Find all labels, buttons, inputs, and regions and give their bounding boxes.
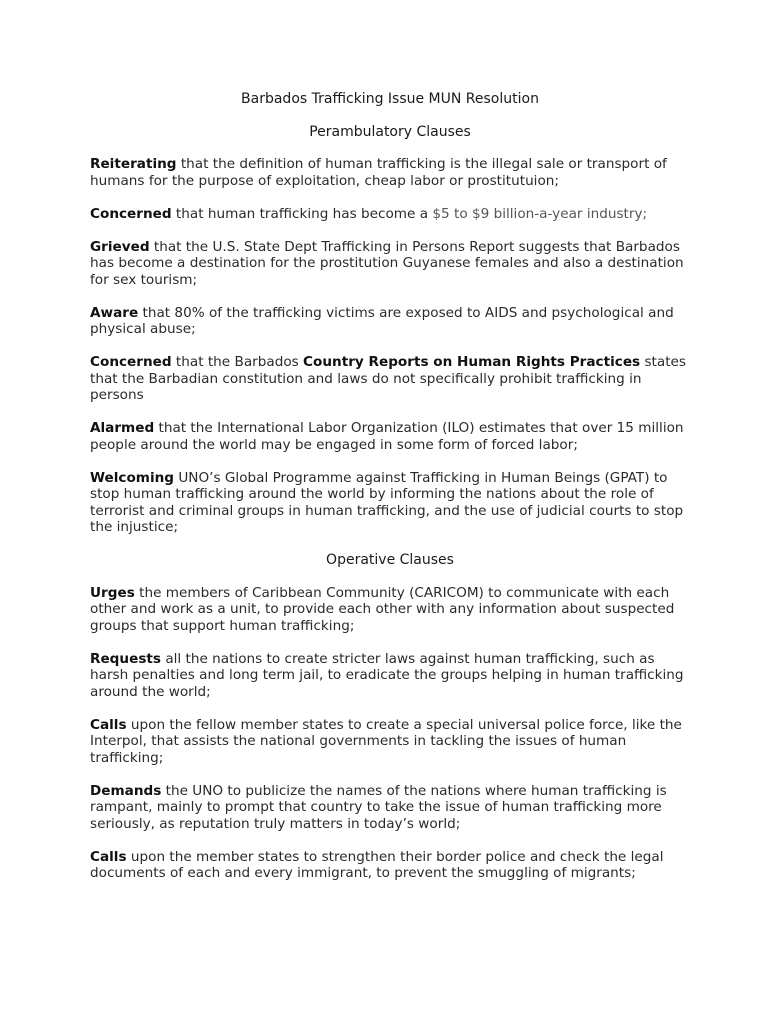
preamble-clause-3 — [90, 239, 690, 289]
operative-clause-4 — [90, 783, 690, 833]
clause-text: the members of Caribbean Community (CARICOM) to communicate with each other and work as a unit, to provide each other with any information about suspected groups that support human trafficking; — [90, 584, 675, 634]
operative-clause-1 — [90, 585, 690, 635]
clause-text: that the definition of human trafficking is the illegal sale or transport of humans for the purpose of exploitation, cheap labor or prostitutuion; — [90, 156, 667, 189]
clause-keyword: Concerned — [90, 205, 172, 222]
preamble-heading: Perambulatory Clauses — [309, 123, 471, 140]
clause-text: UNO’s Global Programme against Trafficking in Human Beings (GPAT) to stop human trafficking around the world by informing the nations about the role of terrorist and criminal groups in human trafficking, and the use of judicial courts to stop the injustice; — [90, 469, 684, 535]
clause-text: upon the member states to strengthen their border police and check the legal documents of each and every immigrant, to prevent the smuggling of migrants; — [90, 848, 664, 881]
clause-keyword: Calls — [90, 716, 127, 733]
document-title: Barbados Trafficking Issue MUN Resolution — [241, 91, 539, 107]
clause-keyword: Aware — [90, 304, 139, 321]
preamble-clause-4 — [90, 305, 690, 338]
document-body — [90, 91, 690, 898]
clause-text: the UNO to publicize the names of the nations where human trafficking is rampant, mainly to prompt that country to take the issue of human trafficking more seriously, as reputation truly matters in today’s world; — [90, 782, 667, 832]
operative-clause-2 — [90, 651, 690, 701]
clause-keyword: Concerned — [90, 354, 172, 370]
clause-keyword: Reiterating — [90, 156, 177, 172]
operative-clause-5 — [90, 849, 690, 882]
operative-clause-3 — [90, 717, 690, 767]
clause-text: that the Barbados — [171, 354, 304, 370]
clause-text: that human trafficking has become a — [171, 205, 433, 222]
clause-text: upon the fellow member states to create a special universal police force, like the Interpol, that assists the national governments in tackling the issues of human trafficking; — [90, 716, 682, 766]
preamble-clause-7 — [90, 470, 690, 536]
operative-heading: Operative Clauses — [326, 552, 454, 568]
preamble-clause-1 — [90, 156, 690, 189]
clause-text: all the nations to create stricter laws against human trafficking, such as harsh penalties and long term jail, to eradicate the groups helping in human trafficking around the world; — [90, 650, 684, 700]
clause-text-after: states that the Barbadian constitution and laws do not specifically prohibit trafficking in persons — [90, 354, 686, 403]
clause-text: that the International Labor Organization (ILO) estimates that over 15 million people around the world may be engaged in some form of forced labor; — [90, 420, 684, 453]
clause-keyword: Welcoming — [90, 469, 175, 486]
preamble-clause-2 — [90, 206, 690, 223]
clause-text: that 80% of the trafficking victims are exposed to AIDS and psychological and physical abuse; — [90, 304, 674, 337]
preamble-clause-6 — [90, 420, 690, 453]
preamble-clause-5 — [90, 354, 690, 404]
clause-text: that the U.S. State Dept Trafficking in Persons Report suggests that Barbados has become a destination for the prostitution Guyanese females and also a destination for sex tourism; — [90, 238, 684, 288]
clause-keyword: Calls — [90, 848, 127, 865]
clause-keyword: Demands — [90, 782, 162, 799]
clause-highlight: $5 to $9 billion-a-year industry; — [432, 205, 648, 222]
clause-keyword: Requests — [90, 650, 161, 667]
clause-keyword: Urges — [90, 584, 135, 601]
clause-keyword: Grieved — [90, 238, 150, 255]
clause-report-title: Country Reports on Human Rights Practices — [303, 354, 641, 370]
clause-keyword: Alarmed — [90, 420, 155, 436]
